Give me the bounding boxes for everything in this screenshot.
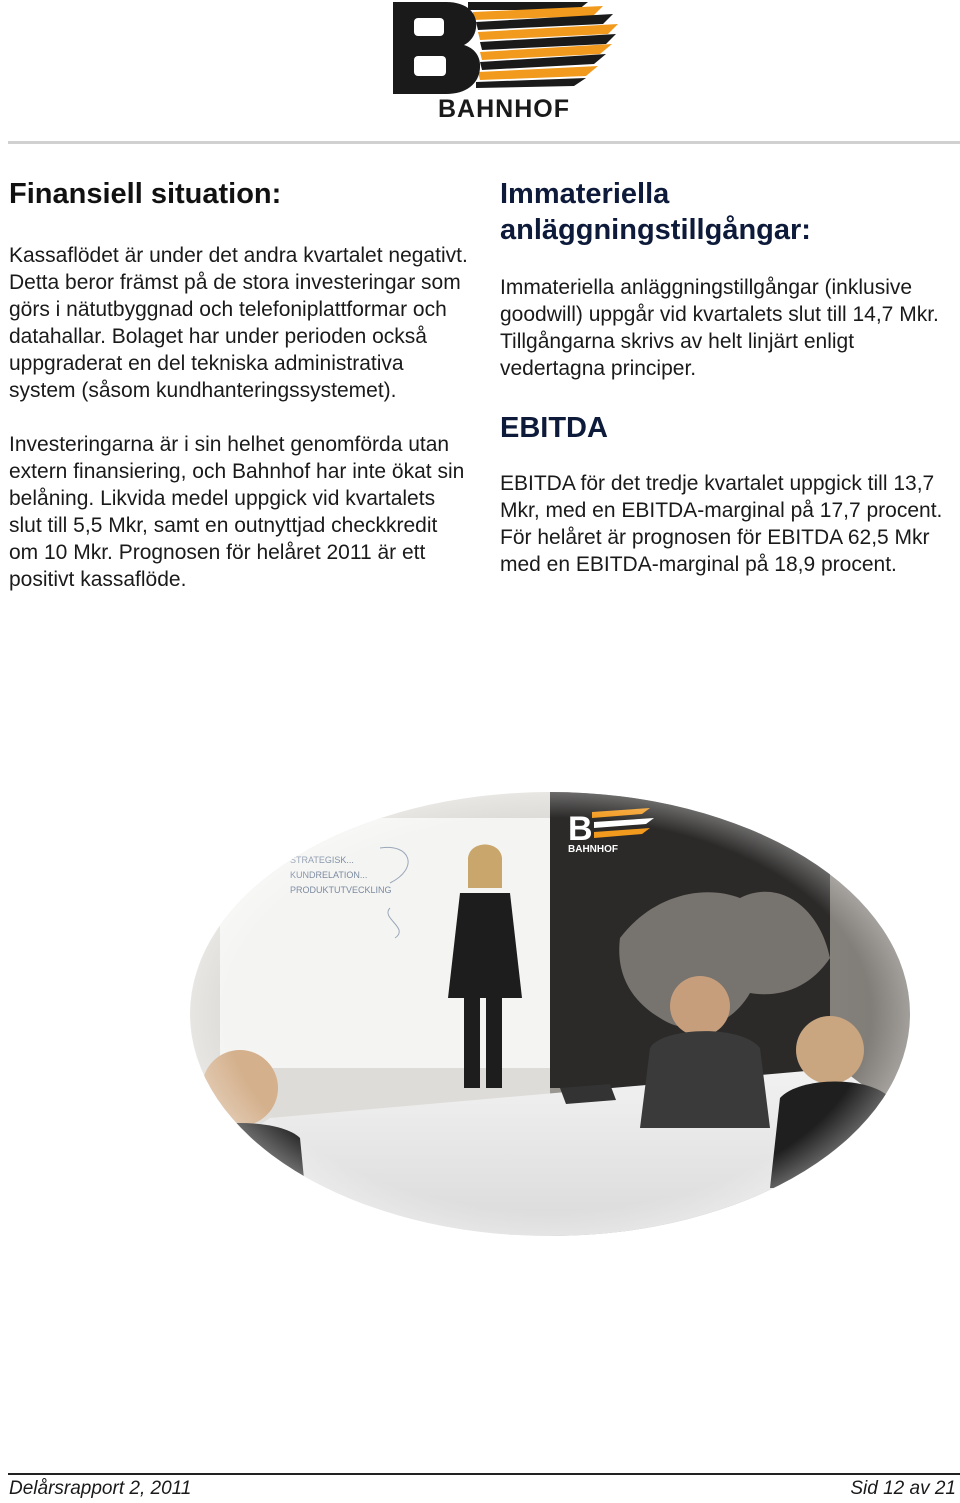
cash-flow-paragraph: Kassaflödet är under det andra kvartalet negativt. Detta beror främst på de stora investeringar som görs i nätutbyggnad och telefoniplattformar och datahallar. Bolaget har under perioden också uppgraderat en del tekniska administrativa system (såsom kundhanteringssystemet). (9, 244, 468, 402)
left-column (9, 170, 471, 593)
bahnhof-logo-graphic (388, 0, 620, 122)
investments-paragraph: Investeringarna är i sin helhet genomförda utan extern finansiering, och Bahnhof har inte ökat sin belåning. Likvida medel uppgick vid kvartalets slut till 5,5 Mkr, samt en outnyttjad checkkredit om 10 Mkr. Prognosen för helåret 2011 är ett positivt kassaflöde. (9, 433, 465, 591)
intangible-assets-heading: Immateriella anläggningstillgångar: (500, 178, 811, 246)
meeting-photo (180, 788, 920, 1240)
footer-divider (8, 1473, 960, 1475)
logo-stripes (468, 2, 618, 88)
logo-letter-b (393, 2, 480, 94)
ebitda-heading: EBITDA (500, 412, 608, 444)
header-divider (8, 141, 960, 144)
meeting-photo-illustration (180, 788, 920, 1240)
right-column (500, 170, 960, 578)
logo-wordmark: BAHNHOF (438, 95, 570, 122)
intangible-assets-paragraph: Immateriella anläggningstillgångar (inklusive goodwill) uppgår vid kvartalets slut till 14,7 Mkr. Tillgångarna skrivs av helt linjärt enligt vedertagna principer. (500, 276, 939, 380)
ebitda-paragraph: EBITDA för det tredje kvartalet uppgick till 13,7 Mkr, med en EBITDA-marginal på 17,7 procent. För helåret är prognosen för EBITDA 62,5 Mkr med en EBITDA-marginal på 18,9 procent. (500, 472, 943, 576)
footer-page-number: Sid 12 av 21 (850, 1478, 956, 1499)
financial-situation-heading: Finansiell situation: (9, 178, 282, 210)
bahnhof-logo (388, 0, 620, 122)
footer-report-title: Delårsrapport 2, 2011 (9, 1478, 192, 1499)
